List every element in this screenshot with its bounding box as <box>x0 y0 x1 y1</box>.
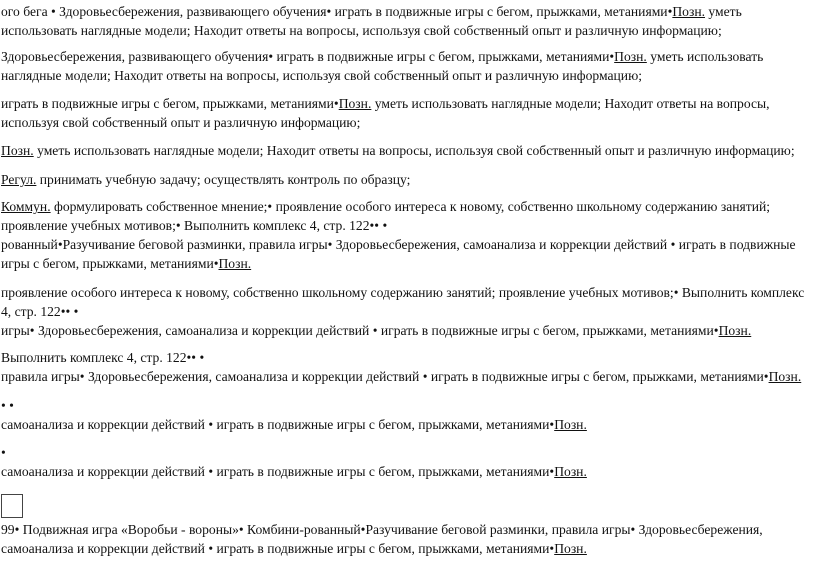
paragraph-text: играть в подвижные игры с бегом, прыжками, метаниями• <box>1 96 339 111</box>
pozn-label: Позн. <box>718 323 752 338</box>
paragraph-text: ого бега • Здоровьесбережения, развивающего обучения• играть в подвижные игры с бегом, прыжками, метаниями• <box>1 4 673 19</box>
paragraph-text: Здоровьесбережения, развивающего обучения• играть в подвижные игры с бегом, прыжками, метаниями• <box>1 49 615 64</box>
pozn-label: Позн. <box>554 417 587 432</box>
paragraph-9 <box>1 396 809 434</box>
paragraph-text: правила игры• Здоровьесбережения, самоанализа и коррекции действий • играть в подвижные игры с бегом, прыжками, метаниями• <box>1 369 769 384</box>
paragraph-1 <box>1 2 809 40</box>
paragraph-text: формулировать собственное мнение;• проявление особого интереса к новому, собственно школьному содержанию занятий; проявление учебных мотивов;• Выполнить комплекс 4, стр. 122•• • <box>1 199 771 233</box>
paragraph-11 <box>1 520 809 558</box>
paragraph-8 <box>1 348 809 386</box>
paragraph-text: игры• Здоровьесбережения, самоанализа и коррекции действий • играть в подвижные игры с бегом, прыжками, метаниями• <box>1 323 719 338</box>
paragraph-10 <box>1 443 809 481</box>
pozn-label: Позн. <box>672 4 706 19</box>
paragraph-3 <box>1 94 809 132</box>
paragraph-text: проявление особого интереса к новому, собственно школьному содержанию занятий; проявление учебных мотивов;• Выполнить комплекс 4, стр. 122•• • <box>1 285 805 319</box>
regul-label: Регул. <box>1 172 37 187</box>
paragraph-text: Выполнить комплекс 4, стр. 122•• • <box>1 350 205 365</box>
pozn-label: Позн. <box>614 49 647 64</box>
pozn-label: Позн. <box>338 96 372 111</box>
bullet-marks: • <box>1 445 6 460</box>
paragraph-text: 99• Подвижная игра «Воробьи - вороны»• Комбини-рованный•Разучивание беговой разминки, правила игры• Здоровьесбережения, самоанализа и коррекции действий • играть в подвижные игры с бегом, прыжками, метаниями• <box>1 522 763 556</box>
paragraph-6 <box>1 197 809 273</box>
table-cell-box <box>1 494 23 518</box>
paragraph-text: уметь использовать наглядные модели; Находит ответы на вопросы, используя свой собственный опыт и различную информацию; <box>1 4 742 38</box>
pozn-label: Позн. <box>554 541 587 556</box>
paragraph-text: рованный•Разучивание беговой разминки, правила игры• Здоровьесбережения, самоанализа и коррекции действий • играть в подвижные игры с бегом, прыжками, метаниями• <box>1 237 796 271</box>
paragraph-4 <box>1 141 809 160</box>
paragraph-text: уметь использовать наглядные модели; Находит ответы на вопросы, используя свой собственный опыт и различную информацию; <box>1 96 770 130</box>
paragraph-5 <box>1 170 809 189</box>
paragraph-text: самоанализа и коррекции действий • играть в подвижные игры с бегом, прыжками, метаниями• <box>1 417 555 432</box>
paragraph-text: уметь использовать наглядные модели; Находит ответы на вопросы, используя свой собственный опыт и различную информацию; <box>33 143 795 158</box>
paragraph-text: принимать учебную задачу; осуществлять контроль по образцу; <box>36 172 411 187</box>
paragraph-text: уметь использовать наглядные модели; Находит ответы на вопросы, используя свой собственный опыт и различную информацию; <box>1 49 764 83</box>
paragraph-2 <box>1 47 809 85</box>
pozn-label: Позн. <box>1 143 34 158</box>
pozn-label: Позн. <box>554 464 587 479</box>
paragraph-text: самоанализа и коррекции действий • играть в подвижные игры с бегом, прыжками, метаниями• <box>1 464 555 479</box>
paragraph-7 <box>1 283 809 340</box>
kommun-label: Коммун. <box>1 199 51 214</box>
bullet-marks: • • <box>1 398 14 413</box>
pozn-label: Позн. <box>218 256 252 271</box>
pozn-label: Позн. <box>768 369 802 384</box>
